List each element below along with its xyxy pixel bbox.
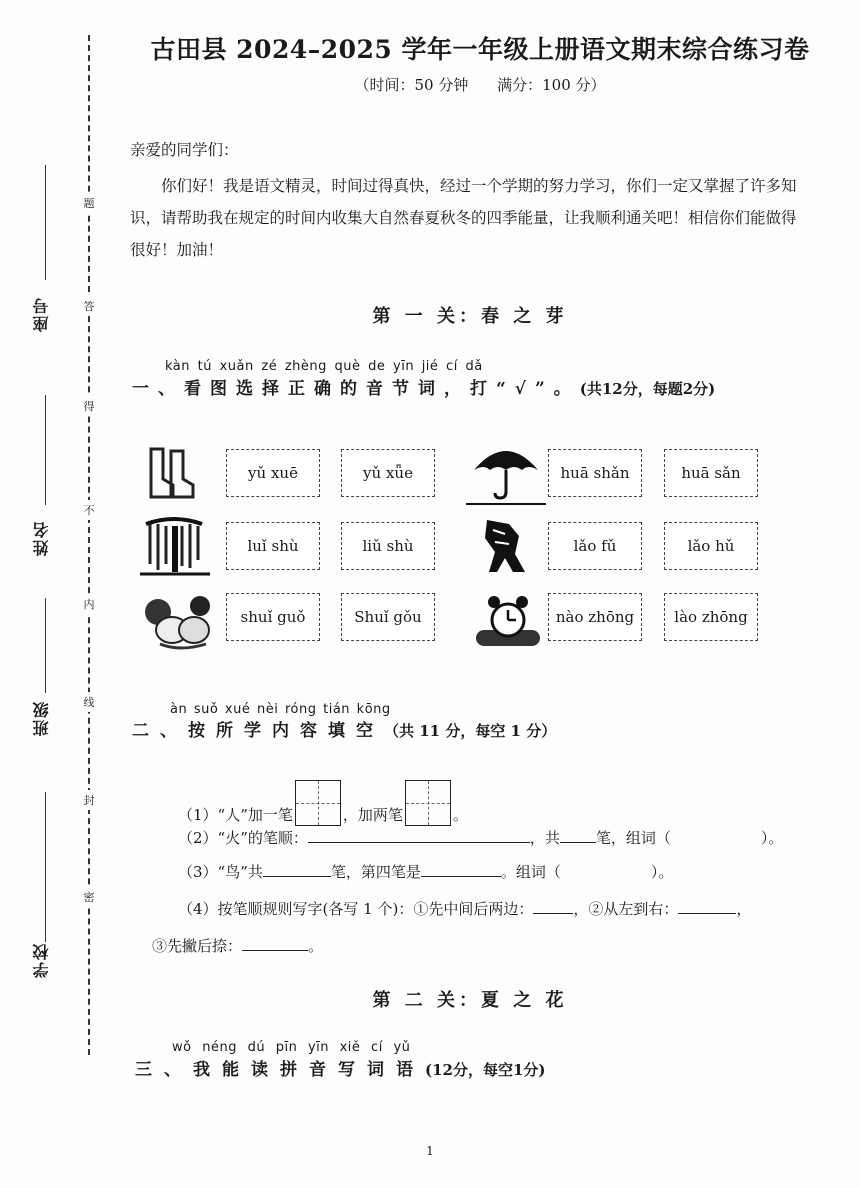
q3-pinyin: wǒ néng dú pīn yīn xiě cí yǔ	[172, 1040, 411, 1055]
choice-box[interactable]: lǎo fǔ	[548, 522, 642, 570]
choice-box[interactable]: huā shǎn	[548, 449, 642, 497]
umbrella-icon	[466, 440, 546, 502]
tianzi-grid[interactable]	[295, 780, 341, 826]
answer-blank[interactable]	[678, 899, 736, 914]
choice-box[interactable]: yǔ xǖe	[341, 449, 435, 497]
q1-heading	[132, 374, 715, 399]
choice-box[interactable]: luǐ shù	[226, 522, 320, 570]
q2-item-2	[178, 827, 783, 848]
q2-item-4	[178, 898, 751, 919]
answer-blank[interactable]	[533, 899, 573, 914]
q2-item-4-text: ③先撇后捺：	[152, 937, 243, 955]
q2-item-3	[178, 861, 673, 882]
fold-char: 封	[82, 790, 96, 810]
answer-blank[interactable]	[560, 828, 596, 843]
fold-char: 答	[82, 296, 96, 316]
q2-item-3-text: ）。	[650, 863, 674, 881]
class-label: 班级	[32, 700, 51, 736]
greeting: 亲爱的同学们：	[130, 141, 239, 159]
answer-blank[interactable]	[308, 828, 530, 843]
answer-blank[interactable]	[263, 862, 331, 877]
page-number: 1	[426, 1144, 434, 1158]
section-title-summer: 第 二 关：夏 之 花	[372, 990, 568, 1011]
page-title: 古田县 2024–2025 学年一年级上册语文期末综合练习卷	[150, 35, 810, 64]
fruit-icon	[140, 590, 216, 652]
q2-text: 二、按所学内容填空	[132, 721, 384, 741]
q3-points: (12分，每空1分)	[425, 1061, 546, 1079]
q1-points: (共12分，每题2分)	[579, 380, 716, 398]
exam-info	[140, 74, 820, 95]
q2-item-3-text: 笔，第四笔是	[330, 863, 421, 881]
q2-item-4-text: ，	[736, 900, 752, 918]
q1-pinyin: kàn tú xuǎn zé zhèng què de yīn jié cí dǎ	[165, 359, 483, 374]
choice-box[interactable]: nào zhōng	[548, 593, 642, 641]
alarm-clock-icon	[470, 590, 546, 652]
q2-item-3-text: 。组词（	[500, 863, 561, 881]
fold-char: 密	[82, 887, 96, 907]
q2-item-1-text: 。	[452, 806, 468, 824]
section-title-spring: 第 一 关：春 之 芽	[372, 306, 568, 327]
q2-points: （共 11 分，每空 1 分）	[384, 722, 557, 740]
q2-item-2-text: （2）“火”的笔顺：	[178, 829, 308, 847]
q1-text: 一、看图选择正确的音节词，打“√”。	[132, 379, 580, 399]
seat-line[interactable]	[45, 165, 46, 280]
fold-char: 题	[82, 193, 96, 213]
choice-box[interactable]: liǔ shù	[341, 522, 435, 570]
choice-box[interactable]: yǔ xuē	[226, 449, 320, 497]
q2-item-4-cont	[152, 935, 323, 956]
q2-item-1-text: ，加两笔	[342, 806, 403, 824]
tiger-icon	[472, 514, 538, 576]
willow-icon	[136, 516, 212, 578]
class-line[interactable]	[45, 598, 46, 693]
choice-box[interactable]: Shuǐ gǒu	[341, 593, 435, 641]
name-line[interactable]	[45, 395, 46, 505]
school-line[interactable]	[45, 792, 46, 942]
q2-pinyin: àn suǒ xué nèi róng tián kōng	[170, 702, 391, 717]
choice-box[interactable]: huā sǎn	[664, 449, 758, 497]
intro-paragraph: 你们好！我是语文精灵，时间过得真快，经过一个学期的努力学习，你们一定又掌握了许多知识，请帮助我在规定的时间内收集大自然春夏秋冬的四季能量，让我顺利通关吧！相信你们能做得很好！加油！	[130, 177, 797, 259]
q2-item-2-text: ）。	[760, 829, 784, 847]
q2-heading	[132, 716, 556, 741]
name-label: 姓名	[32, 520, 51, 556]
q2-item-1-text: （1）“人”加一笔	[178, 806, 293, 824]
seat-label: 座号	[32, 296, 51, 332]
q3-text: 三、我能读拼音写词语	[135, 1060, 425, 1080]
tianzi-grid[interactable]	[405, 780, 451, 826]
q2-item-2-text: ，共	[529, 829, 560, 847]
answer-blank[interactable]	[421, 862, 501, 877]
time-limit: （时间：50 分钟	[354, 76, 469, 94]
fold-char: 不	[82, 500, 96, 520]
q2-item-3-text: （3）“鸟”共	[178, 863, 263, 881]
q2-item-4-text: 。	[308, 937, 324, 955]
q3-heading	[135, 1055, 546, 1080]
answer-blank[interactable]	[242, 936, 308, 951]
fold-char: 内	[82, 594, 96, 614]
fold-char: 线	[82, 692, 96, 712]
q2-item-4-text: （4）按笔顺规则写字(各写 1 个)：①先中间后两边：	[178, 900, 534, 918]
q2-item-1	[178, 780, 468, 826]
q2-item-4-text: ，②从左到右：	[573, 900, 679, 918]
choice-box[interactable]: lào zhōng	[664, 593, 758, 641]
boots-icon	[138, 445, 204, 507]
school-label: 学校	[32, 942, 51, 978]
fold-char: 得	[82, 396, 96, 416]
full-score: 满分：100 分）	[497, 76, 606, 94]
q2-item-2-text: 笔，组词（	[595, 829, 671, 847]
choice-box[interactable]: shuǐ guǒ	[226, 593, 320, 641]
choice-box[interactable]: lǎo hǔ	[664, 522, 758, 570]
